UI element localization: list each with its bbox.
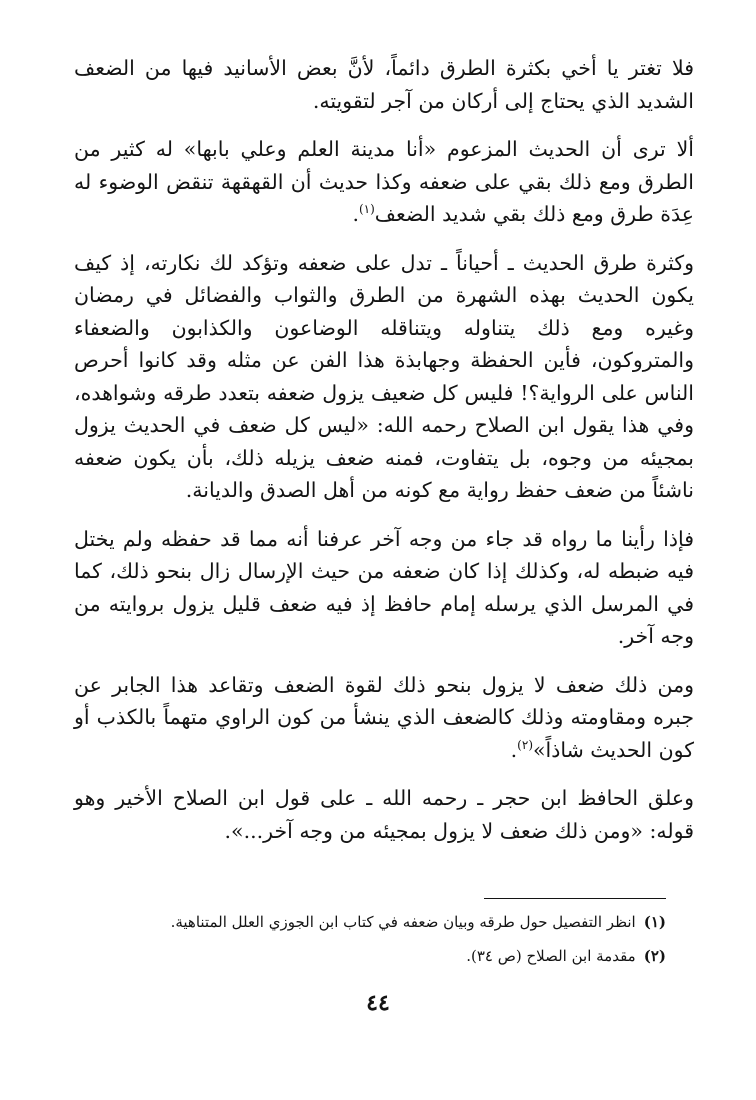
paragraph-6-text: وعلق الحافظ ابن حجر ـ رحمه الله ـ على قول ابن الصلاح الأخير وهو قوله: «ومن ذلك ضعف لا يزول بمجيئه من وجه آخر...». bbox=[74, 786, 694, 843]
footnote-ref-1[interactable]: (١) bbox=[358, 202, 375, 217]
footnote-1 bbox=[86, 911, 666, 933]
footnotes bbox=[86, 898, 666, 979]
paragraph-5 bbox=[74, 669, 694, 767]
footnote-2-number: (٢) bbox=[643, 947, 666, 965]
footnote-2-text: مقدمة ابن الصلاح (ص ٣٤). bbox=[466, 947, 636, 965]
paragraph-2 bbox=[74, 133, 694, 231]
page-number: ٤٤ bbox=[366, 990, 390, 1016]
footnote-2 bbox=[86, 945, 666, 967]
paragraph-2-text: ألا ترى أن الحديث المزعوم «أنا مدينة العلم وعلي بابها» له كثير من الطرق ومع ذلك بقي على ضعفه وكذا حديث أن القهقهة تنقض الوضوء له عِدَة طرق ومع ذلك بقي شديد الضعف bbox=[74, 137, 694, 226]
paragraph-6 bbox=[74, 782, 694, 847]
paragraph-4 bbox=[74, 523, 694, 653]
footnote-1-text: انظر التفصيل حول طرقه وبيان ضعفه في كتاب ابن الجوزي العلل المتناهية. bbox=[170, 913, 636, 931]
paragraph-3 bbox=[74, 247, 694, 507]
footnote-ref-2[interactable]: (٢) bbox=[517, 737, 533, 752]
paragraph-3-text: وكثرة طرق الحديث ـ أحياناً ـ تدل على ضعفه وتؤكد لك نكارته، إذ كيف يكون الحديث بهذه الشهرة من الطرق والثواب والفضائل في رمضان وغيره ومع ذلك يتناوله ويتناقله الوضاعون والكذابون والضعفاء والمتروكون، فأين الحفظة وجهابذة هذا الفن عن مثله وقد كانوا أحرص الناس على الرواية؟! فليس كل ضعيف يزول ضعفه بتعدد طرقه وشواهده، وفي هذا يقول ابن الصلاح رحمه الله: «ليس كل ضعف في الحديث يزول بمجيئه من وجوه، بل يتفاوت، فمنه ضعف يزيله ذلك، بأن يكون ضعفه ناشئاً من ضعف حفظ رواية مع كونه من أهل الصدق والديانة. bbox=[74, 250, 694, 502]
footnote-1-number: (١) bbox=[643, 913, 666, 931]
paragraph-1 bbox=[74, 52, 694, 117]
footnote-divider bbox=[484, 898, 666, 899]
paragraph-5-tail: . bbox=[510, 737, 518, 762]
paragraph-5-text: ومن ذلك ضعف لا يزول بنحو ذلك لقوة الضعف وتقاعد هذا الجابر عن جبره ومقاومته وذلك كالضعف الذي ينشأ من كون الراوي متهماً بالكذب أو كون الحديث شاذاً» bbox=[74, 672, 694, 762]
paragraph-1-text: فلا تغتر يا أخي بكثرة الطرق دائماً، لأنَّ بعض الأسانيد فيها من الضعف الشديد الذي يحتاج إلى أركان من آجر لتقويته. bbox=[74, 56, 694, 113]
paragraph-4-text: فإذا رأينا ما رواه قد جاء من وجه آخر عرفنا أنه مما قد حفظه ولم يختل فيه ضبطه له، وكذلك إذا كان ضعفه من حيث الإرسال زال بنحو ذلك، كما في المرسل الذي يرسله إمام حافظ إذ فيه ضعف قليل يزول بروايته من وجه آخر. bbox=[74, 526, 694, 648]
paragraph-2-tail: . bbox=[352, 202, 359, 226]
